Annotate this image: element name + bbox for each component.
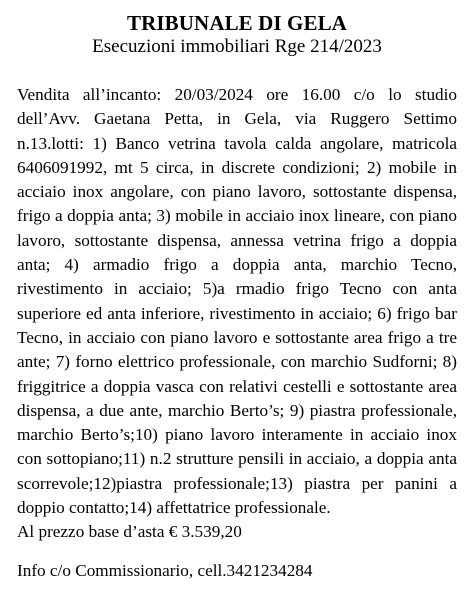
contact-info: Info c/o Commissionario, cell.3421234284 (17, 561, 313, 581)
auction-description: Vendita all’incanto: 20/03/2024 ore 16.00 c/o lo studio dell’Avv. Gaetana Petta, in Gela, via Ruggero Settimo n.13.lotti: 1) Banco vetrina tavola calda angolare, matricola 6406091992, mt 5 circa, in discrete condizioni; 2) mobile in acciaio inox angolare, con piano lavoro, sottostante dispensa, frigo a doppia anta; 3) mobile in acciaio inox lineare, con piano lavoro, sottostante dispensa, annessa vetrina frigo a doppia anta; 4) armadio frigo a doppia anta, marchio Tecno, rivestimento in acciaio; 5)a rmadio frigo Tecno con anta superiore ed anta inferiore, rivestimento in acciaio; 6) frigo bar Tecno, in acciaio con piano lavoro e sottostante area frigo a tre ante; 7) forno elettrico professionale, con marchio Sudforni; 8) friggitrice a doppia vasca con relativi cestelli e sottostante area dispensa, a due ante, marchio Berto’s; 9) piastra professionale, marchio Berto’s;10) piano lavoro interamente in acciaio inox con sottopiano;11) n.2 strutture pensili in acciaio, a doppia anta scorrevole;12)piastra professionale;13) piastra per panini a doppio contatto;14) affettatrice professionale. (17, 85, 457, 518)
court-title: TRIBUNALE DI GELA (127, 11, 347, 35)
base-price: Al prezzo base d’asta € 3.539,20 (17, 522, 242, 542)
case-subtitle: Esecuzioni immobiliari Rge 214/2023 (92, 36, 382, 57)
